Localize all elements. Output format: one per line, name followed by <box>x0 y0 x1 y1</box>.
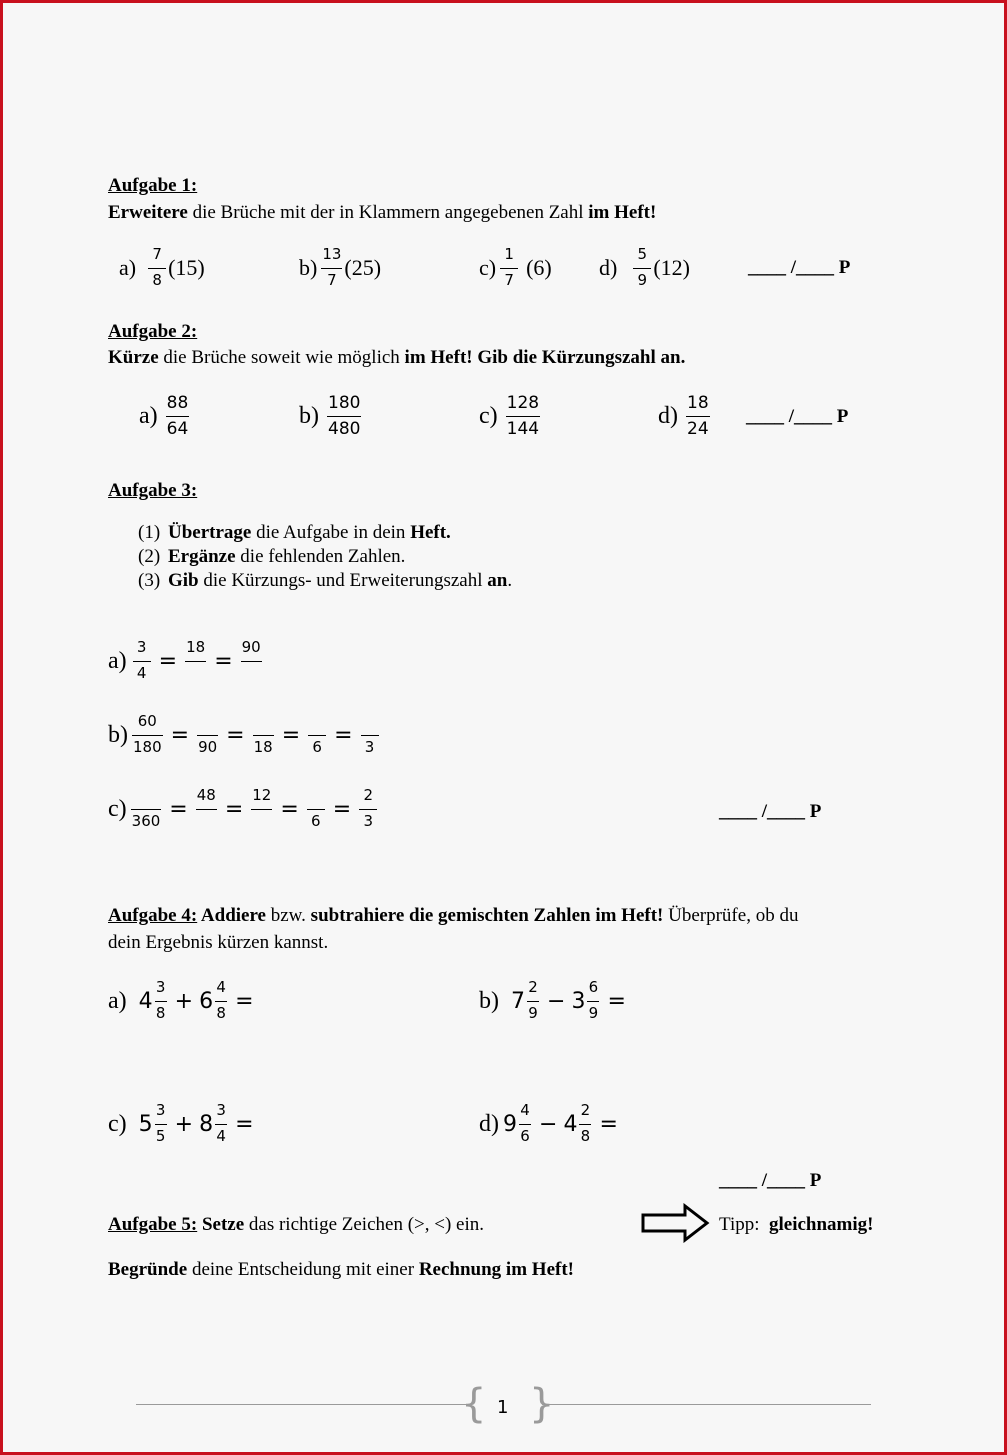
task2-item-b <box>299 388 363 444</box>
task2-instruction-mid: die Brüche soweit wie möglich <box>158 347 405 368</box>
fraction: $\frac{18}{24}$ <box>687 392 709 439</box>
task3-row-a: a) $\frac{3}{4}$ = 18 = 90 <box>108 637 261 682</box>
footer-line-right <box>542 1404 871 1405</box>
task2-instruction <box>108 347 685 369</box>
footer-line-left <box>136 1404 466 1405</box>
task3-heading: Aufgabe 3: <box>108 480 198 501</box>
task5-heading: Aufgabe 5: <box>108 1214 198 1235</box>
footer-brace-right-icon: } <box>529 1381 555 1427</box>
task3-row-b: b) $\frac{60}{180}$ = 90 = 18 = 6 = 3 <box>108 707 381 763</box>
task1-instruction-mid: die Brüche mit der in Klammern angegebenen Zahl <box>187 202 589 223</box>
task5-instruction-line2: Begründe deine Entscheidung mit einer Rechnung im Heft! <box>108 1259 574 1280</box>
item-label: c) <box>479 255 497 280</box>
task4-instruction-line2: dein Ergebnis kürzen kannst. <box>108 932 329 953</box>
task5-tip: Tipp: gleichnamig! <box>719 1214 874 1235</box>
item-label: b) <box>108 722 128 748</box>
item-label: c) <box>108 1111 127 1137</box>
fraction: $\frac{7}{8}$ <box>148 247 166 290</box>
task4-instruction: Aufgabe 4: Addiere bzw. subtrahiere die gemischten Zahlen im Heft! Überprüfe, ob du <box>108 905 799 926</box>
task1-heading: Aufgabe 1: <box>108 175 198 196</box>
task1-item-d <box>599 243 690 293</box>
task1-item-b <box>299 243 381 293</box>
task1-score: ____ /____ P <box>748 257 851 278</box>
task2-instruction-bold2: im Heft! Gib die Kürzungszahl an. <box>404 347 686 368</box>
task3-row-c: c) 360 = 48 = 12 = 6 = $\frac{2}{3}$ <box>108 781 379 837</box>
item-label: b) <box>299 403 319 429</box>
item-label: d) <box>599 255 618 280</box>
task2-instruction-bold1: Kürze <box>108 347 159 368</box>
task2-item-c <box>479 388 542 444</box>
task3-score: ____ /____ P <box>719 801 822 822</box>
item-label: a) <box>108 988 127 1014</box>
item-label: c) <box>479 403 498 429</box>
item-label: c) <box>108 796 127 822</box>
task1-item-c <box>479 243 552 293</box>
task4-heading: Aufgabe 4: <box>108 905 198 926</box>
task1-instruction <box>108 202 656 224</box>
task2-item-a <box>139 388 191 444</box>
task4-item-b: b) 7 $\frac{2}{9}$ − 3 $\frac{6}{9}$ = <box>479 977 626 1022</box>
task4-item-d: d) 9 $\frac{4}{6}$ − 4 $\frac{2}{8}$ = <box>479 1100 618 1145</box>
task1-instruction-bold1: Erweitere <box>108 202 188 223</box>
task4-item-c: c) 5 $\frac{3}{5}$ + 8 $\frac{3}{4}$ = <box>108 1100 254 1145</box>
fraction: $\frac{1}{7}$ <box>500 247 518 290</box>
arrow-right-icon <box>641 1203 711 1243</box>
fraction: $\frac{88}{64}$ <box>166 392 189 439</box>
task3-step: (3) Gib die Kürzungs- und Erweiterungszahl an. <box>138 570 513 591</box>
task2-item-d <box>658 388 712 444</box>
fraction: $\frac{128}{144}$ <box>506 392 540 439</box>
task3-step: (2) Ergänze die fehlenden Zahlen. <box>138 546 406 567</box>
item-label: d) <box>479 1111 499 1137</box>
worksheet-page <box>3 3 1004 1452</box>
factor: (25) <box>344 255 382 280</box>
item-label: a) <box>108 648 127 674</box>
fraction: $\frac{13}{7}$ <box>322 244 342 289</box>
task5-instruction: Aufgabe 5: Setze das richtige Zeichen (>, <) ein. <box>108 1214 484 1235</box>
page-number: 1 <box>497 1397 509 1418</box>
item-label: b) <box>299 255 318 280</box>
item-label: a) <box>119 255 137 280</box>
task4-score: ____ /____ P <box>719 1170 822 1191</box>
fraction: $\frac{180}{480}$ <box>328 392 361 439</box>
footer-brace-left-icon: { <box>461 1381 487 1427</box>
factor: (6) <box>526 255 552 280</box>
fraction: $\frac{5}{9}$ <box>633 247 651 290</box>
factor: (15) <box>168 255 205 280</box>
item-label: d) <box>658 403 678 429</box>
task3-step: (1) Übertrage die Aufgabe in dein Heft. <box>138 522 451 543</box>
task3-steps <box>138 521 512 593</box>
task1-item-a <box>119 243 205 293</box>
task2-score: ____ /____ P <box>746 406 849 427</box>
factor: (12) <box>653 255 690 280</box>
task4-item-a: a) 4 $\frac{3}{8}$ + 6 $\frac{4}{8}$ = <box>108 977 254 1022</box>
task2-heading: Aufgabe 2: <box>108 321 198 342</box>
item-label: a) <box>139 403 158 429</box>
item-label: b) <box>479 988 499 1014</box>
task1-instruction-bold2: im Heft! <box>588 202 657 223</box>
